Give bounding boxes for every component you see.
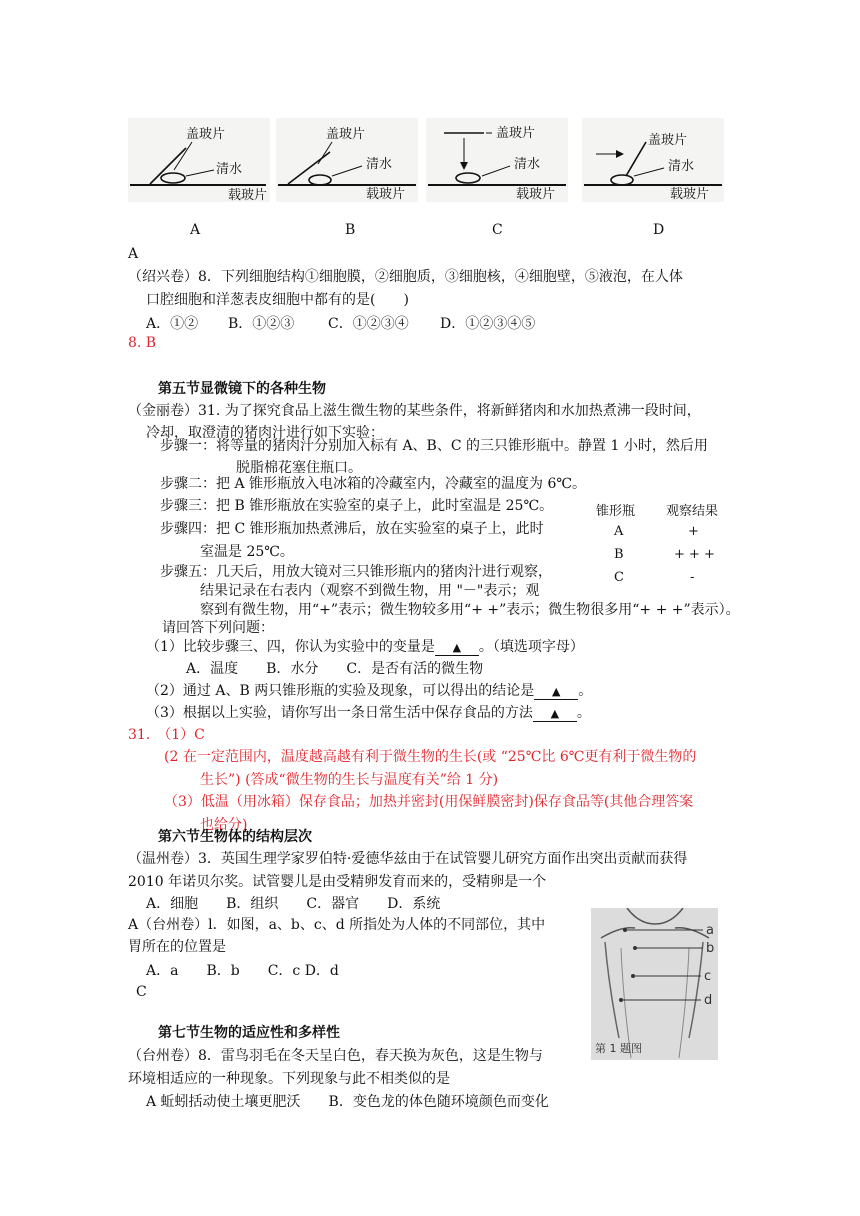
q31-step4a: 步骤四：把 C 锥形瓶加热煮沸后，放在实验室的桌子上，此时 xyxy=(160,521,544,537)
q31-sub1-text: （1）比较步骤三、四，你认为实验中的变量是 xyxy=(146,639,435,655)
observation-table xyxy=(596,500,736,590)
q31-sub3 xyxy=(146,702,591,722)
answer-blank-2[interactable] xyxy=(534,683,578,700)
q3-options: A．细胞 B．组织 C．器官 D．系统 xyxy=(146,896,441,912)
q31-step5b: 结果记录在右表内（观察不到微生物，用 "－"表示；观 xyxy=(200,583,540,599)
answer-q7: A xyxy=(128,246,139,262)
q31-answer2a: (2 在一定范围内，温度越高越有利于微生物的生长(或 “25℃比 6℃更有利于微生物的 xyxy=(164,749,697,765)
body-figure xyxy=(591,908,718,1060)
table-row-a-flask: A xyxy=(614,524,624,539)
q31-sub3-text: （3）根据以上实验，请你写出一条日常生活中保存食品的方法 xyxy=(146,705,533,721)
slide-label: 载玻片 xyxy=(670,187,710,202)
table-row-b-result: + + + xyxy=(674,547,715,562)
blank-triangle-icon: ▲ xyxy=(452,641,462,654)
q8-option-a: A．①② xyxy=(146,316,199,332)
figure-caption-d: D xyxy=(653,222,665,238)
q8b-line2: 环境相适应的一种现象。下列现象与此不相类似的是 xyxy=(128,1071,450,1087)
q8b-options: A 蚯蚓括动使土壤更肥沃 B．变色龙的体色随环境颜色而变化 xyxy=(146,1094,549,1110)
label-d: d xyxy=(704,993,713,1008)
coverslip-figure-c xyxy=(426,118,568,202)
section7-title: 第七节生物的适应性和多样性 xyxy=(158,1025,340,1041)
q31-sub3-tail: 。 xyxy=(576,705,591,721)
figure-caption-c: C xyxy=(492,222,503,238)
figure-caption-b: B xyxy=(345,222,356,238)
q8-option-b: B．①②③ xyxy=(228,316,295,332)
coverslip-label: 盖玻片 xyxy=(186,127,226,142)
section6-title: 第六节生物体的结构层次 xyxy=(158,829,312,845)
water-label: 清水 xyxy=(668,159,695,174)
q1-line2: 胃所在的位置是 xyxy=(128,939,226,955)
q31-sub1-options: A．温度 B．水分 C．是否有活的微生物 xyxy=(186,661,484,677)
q31-answer1: 31. （1）C xyxy=(128,727,205,743)
table-row-a-result: + xyxy=(688,524,699,539)
q3-line1: （温州卷）3．英国生理学家罗伯特·爱德华兹由于在试管婴儿研究方面作出突出贡献而获得 xyxy=(128,851,688,867)
blank-triangle-icon: ▲ xyxy=(551,685,561,698)
q31-step1a: 步骤一：将等量的猪肉汁分别加入标有 A、B、C 的三只锥形瓶中。静置 1 小时，然后用 xyxy=(160,438,708,454)
slide-label: 载玻片 xyxy=(516,187,556,202)
q8b-line1: （台州卷）8．雷鸟羽毛在冬天呈白色，春天换为灰色，这是生物与 xyxy=(128,1048,543,1064)
slide-label: 载玻片 xyxy=(366,187,406,202)
q31-step5a: 步骤五：几天后，用放大镜对三只锥形瓶内的猪肉汁进行观察， xyxy=(160,564,552,580)
q31-sub2-text: （2）通过 A、B 两只锥形瓶的实验及现象，可以得出的结论是 xyxy=(146,683,535,699)
q31-sub1 xyxy=(146,636,584,656)
coverslip-label: 盖玻片 xyxy=(326,127,366,142)
table-header-result: 观察结果 xyxy=(666,504,719,519)
answer-blank-3[interactable] xyxy=(533,705,577,722)
coverslip-label: 盖玻片 xyxy=(648,133,688,148)
q31-sub2 xyxy=(146,680,592,700)
water-label: 清水 xyxy=(514,157,541,172)
coverslip-label: 盖玻片 xyxy=(496,126,536,141)
q8-line1: （绍兴卷）8．下列细胞结构①细胞膜，②细胞质，③细胞核，④细胞壁，⑤液泡，在人体 xyxy=(128,269,683,285)
body-figure-caption: 第 1 题图 xyxy=(595,1042,642,1055)
q8-option-d: D．①②③④⑤ xyxy=(440,316,536,332)
q8-answer: 8. B xyxy=(128,335,157,351)
q31-step2: 步骤二：把 A 锥形瓶放入电冰箱的冷藏室内，冷藏室的温度为 6℃。 xyxy=(160,476,587,492)
table-row-c-result: - xyxy=(690,570,695,585)
q31-ask: 请回答下列问题： xyxy=(162,620,274,636)
table-header-flask: 锥形瓶 xyxy=(596,504,636,519)
water-label: 清水 xyxy=(216,162,243,177)
q31-sub2-tail: 。 xyxy=(578,683,593,699)
q31-answer3a: （3）低温（用冰箱）保存食品；加热并密封(用保鲜膜密封)保存食品等(其他合理答案 xyxy=(164,794,694,810)
label-b: b xyxy=(706,941,715,956)
label-a: a xyxy=(706,923,714,938)
coverslip-figure-d xyxy=(582,118,724,202)
figure-caption-a: A xyxy=(190,222,201,238)
q1-line1: A（台州卷）l．如图，a、b、c、d 所指处为人体的不同部位，其中 xyxy=(128,917,546,933)
q31-step4b: 室温是 25℃。 xyxy=(200,544,294,560)
q31-intro2: 冷却，取澄清的猪肉汁进行如下实验： xyxy=(146,425,384,441)
blank-triangle-icon: ▲ xyxy=(550,707,560,720)
q31-step1b: 脱脂棉花塞住瓶口。 xyxy=(236,460,362,476)
q31-sub1-tail: 。（填选项字母） xyxy=(478,639,584,655)
q31-answer2b: 生长”) (答成“微生物的生长与温度有关”给 1 分) xyxy=(200,772,499,788)
q31-step3: 步骤三：把 B 锥形瓶放在实验室的桌子上，此时室温是 25℃。 xyxy=(160,498,554,514)
q1-answer: C xyxy=(136,984,147,1000)
table-row-c-flask: C xyxy=(614,570,624,585)
q31-intro1: （金丽卷）31. 为了探究食品上滋生微生物的某些条件，将新鲜猪肉和水加热煮沸一段时间， xyxy=(128,403,701,419)
slide-label: 载玻片 xyxy=(228,188,268,202)
coverslip-figure-a xyxy=(128,118,270,202)
label-c: c xyxy=(704,969,712,984)
q3-line2: 2010 年诺贝尔奖。试管婴儿是由受精卵发育而来的，受精卵是一个 xyxy=(128,874,547,890)
answer-blank-1[interactable] xyxy=(435,639,479,656)
q8-option-c: C．①②③④ xyxy=(328,316,409,332)
q8-line2: 口腔细胞和洋葱表皮细胞中都有的是( ) xyxy=(146,292,409,308)
q1-options: A．a B．b C．c D．d xyxy=(146,963,339,979)
coverslip-figure-b xyxy=(276,118,418,202)
q31-step5c: 察到有微生物，用“+”表示；微生物较多用“+ +”表示；微生物很多用“+ + +”表示）。 xyxy=(200,602,740,618)
section5-title: 第五节显微镜下的各种生物 xyxy=(158,381,326,397)
water-label: 清水 xyxy=(366,157,393,172)
table-row-b-flask: B xyxy=(614,547,624,562)
q31-answer3b: 也给分) xyxy=(200,817,248,833)
